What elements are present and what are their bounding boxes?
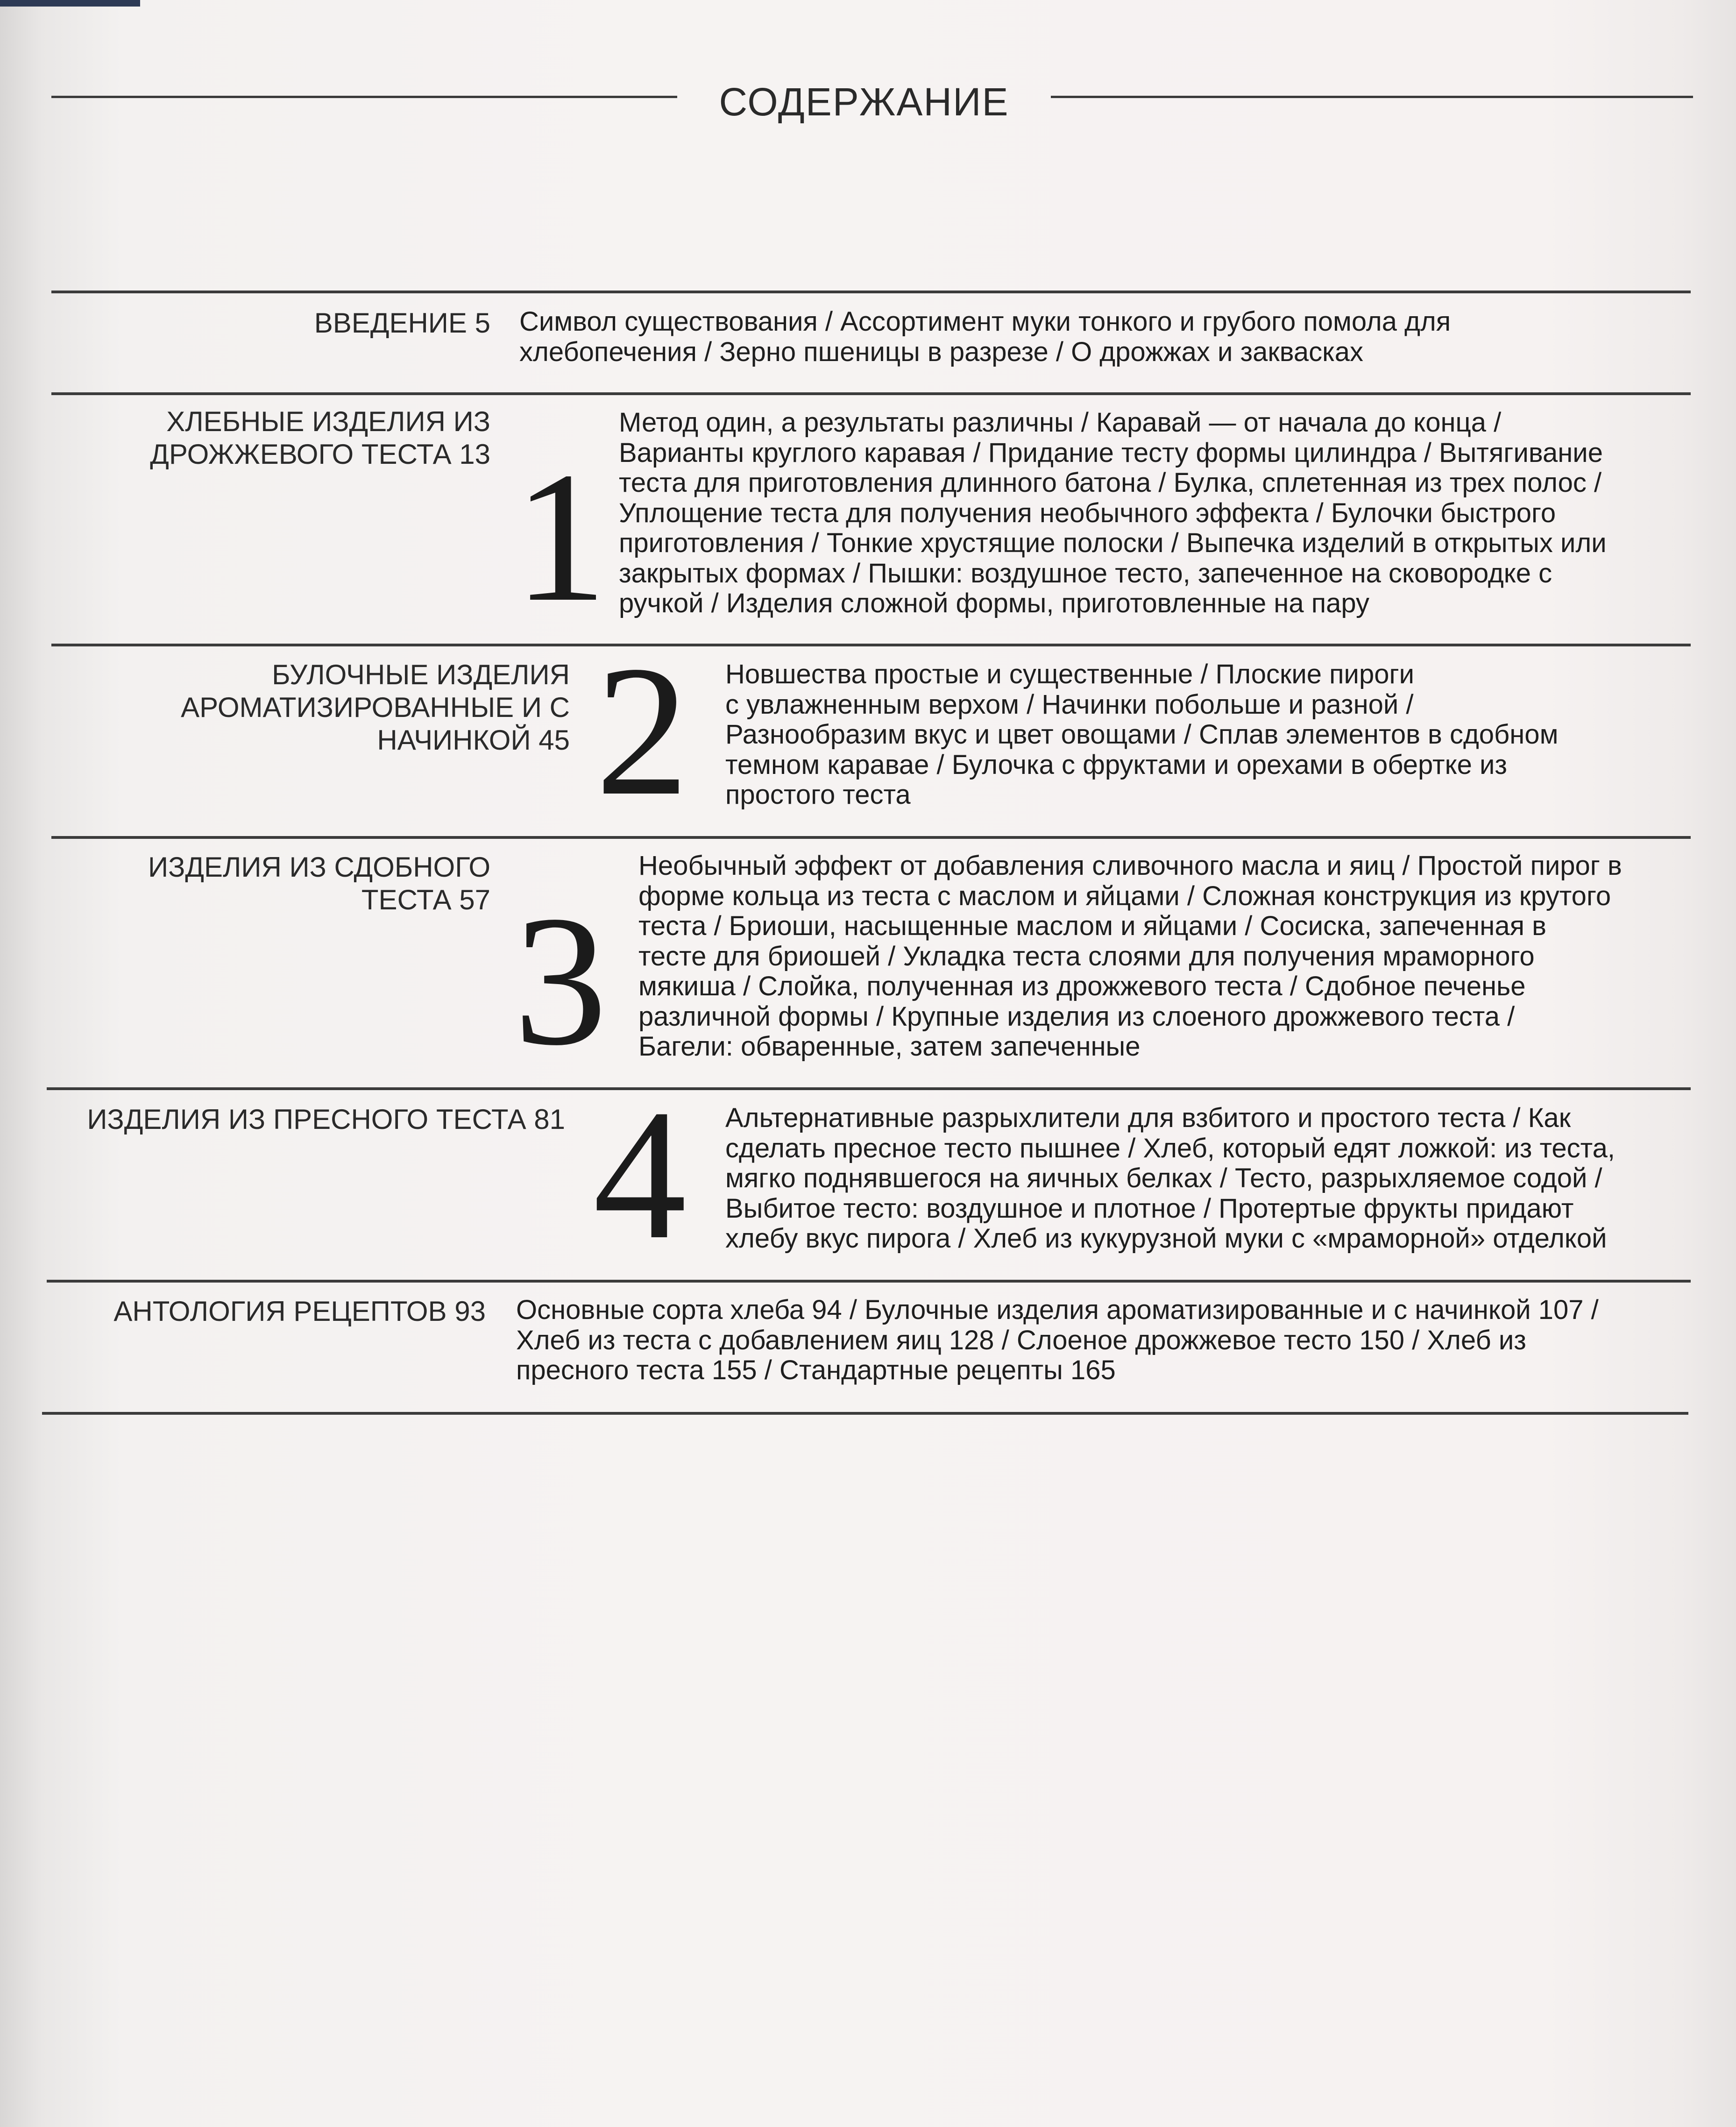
section-description-intro bbox=[519, 307, 1451, 367]
section-label-chapter-1 bbox=[70, 405, 490, 471]
description-line: пресного теста 155 / Стандартные рецепты 165 bbox=[516, 1355, 1116, 1385]
section-label-line: БУЛОЧНЫЕ ИЗДЕЛИЯ bbox=[272, 659, 570, 690]
scan-edge-mark bbox=[0, 0, 140, 7]
section-label-line: ТЕСТА 57 bbox=[361, 884, 490, 915]
section-description-chapter-1 bbox=[619, 408, 1607, 619]
divider-rule bbox=[51, 836, 1691, 839]
section-description-anthology bbox=[516, 1295, 1599, 1386]
description-line: теста для приготовления длинного батона / Булка, сплетенная из трех полос / bbox=[619, 468, 1602, 498]
description-line: мягко поднявшегося на яичных белках / Тесто, разрыхляемое содой / bbox=[725, 1163, 1602, 1193]
chapter-numeral-4: 4 bbox=[593, 1071, 687, 1278]
description-line: Багели: обваренные, затем запеченные bbox=[638, 1031, 1141, 1062]
divider-rule bbox=[42, 1412, 1688, 1415]
section-label-line: ХЛЕБНЫЕ ИЗДЕЛИЯ ИЗ bbox=[166, 406, 490, 437]
description-line: Новшества простые и существенные / Плоские пироги bbox=[725, 659, 1415, 689]
page-title: СОДЕРЖАНИЕ bbox=[719, 80, 1009, 124]
section-label-line: ВВЕДЕНИЕ 5 bbox=[314, 307, 490, 339]
description-line: приготовления / Тонкие хрустящие полоски / Выпечка изделий в открытых или bbox=[619, 528, 1607, 558]
section-description-chapter-2 bbox=[725, 659, 1558, 810]
header-rule-left bbox=[51, 96, 677, 98]
section-label-chapter-4 bbox=[47, 1103, 565, 1136]
header-rule-right bbox=[1051, 96, 1693, 98]
description-line: сделать пресное тесто пышнее / Хлеб, который едят ложкой: из теста, bbox=[725, 1133, 1615, 1163]
section-description-chapter-3 bbox=[638, 851, 1622, 1062]
section-label-line: АНТОЛОГИЯ РЕЦЕПТОВ 93 bbox=[113, 1296, 486, 1327]
description-line: Альтернативные разрыхлители для взбитого и простого теста / Как bbox=[725, 1103, 1571, 1133]
description-line: Основные сорта хлеба 94 / Булочные изделия ароматизированные и с начинкой 107 / bbox=[516, 1295, 1599, 1325]
description-line: Метод один, а результаты различны / Каравай — от начала до конца / bbox=[619, 407, 1502, 438]
description-line: Уплощение теста для получения необычного эффекта / Булочки быстрого bbox=[619, 497, 1556, 528]
section-label-chapter-2 bbox=[93, 659, 570, 757]
description-line: теста / Бриоши, насыщенные маслом и яйцами / Сосиска, запеченная в bbox=[638, 911, 1546, 941]
description-line: темном каравае / Булочка с фруктами и орехами в обертке из bbox=[725, 749, 1507, 780]
description-line: Разнообразим вкус и цвет овощами / Сплав элементов в сдобном bbox=[725, 719, 1559, 750]
section-label-line: ИЗДЕЛИЯ ИЗ СДОБНОГО bbox=[148, 851, 490, 883]
description-line: с увлажненным верхом / Начинки побольше и разной / bbox=[725, 689, 1414, 720]
divider-rule bbox=[51, 392, 1691, 395]
description-line: простого теста bbox=[725, 780, 911, 810]
description-line: форме кольца из теста с маслом и яйцами / Сложная конструкция из крутого bbox=[638, 880, 1611, 911]
description-line: Выбитое тесто: воздушное и плотное / Протертые фрукты придают bbox=[725, 1193, 1574, 1224]
description-line: различной формы / Крупные изделия из слоеного дрожжевого теста / bbox=[638, 1001, 1515, 1032]
description-line: закрытых формах / Пышки: воздушное тесто, запеченное на сковородке с bbox=[619, 558, 1552, 588]
section-label-line: ДРОЖЖЕВОГО ТЕСТА 13 bbox=[150, 439, 490, 470]
description-line: мякиша / Слойка, полученная из дрожжевого теста / Сдобное печенье bbox=[638, 971, 1526, 1001]
section-label-line: АРОМАТИЗИРОВАННЫЕ И С bbox=[181, 692, 570, 723]
section-label-anthology bbox=[70, 1295, 486, 1328]
description-line: Варианты круглого каравая / Придание тесту формы цилиндра / Вытягивание bbox=[619, 437, 1603, 468]
description-line: хлебу вкус пирога / Хлеб из кукурузной муки с «мраморной» отделкой bbox=[725, 1223, 1607, 1254]
section-label-chapter-3 bbox=[70, 851, 490, 916]
description-line: хлебопечения / Зерно пшеницы в разрезе / О дрожжах и заквасках bbox=[519, 336, 1364, 367]
chapter-numeral-1: 1 bbox=[514, 433, 607, 640]
description-line: ручкой / Изделия сложной формы, приготовленные на пару bbox=[619, 588, 1369, 618]
description-line: Символ существования / Ассортимент муки тонкого и грубого помола для bbox=[519, 306, 1451, 337]
section-label-line: НАЧИНКОЙ 45 bbox=[377, 724, 570, 756]
chapter-numeral-2: 2 bbox=[595, 627, 689, 834]
section-label-intro bbox=[140, 307, 490, 340]
section-description-chapter-4 bbox=[725, 1103, 1615, 1254]
divider-rule bbox=[47, 1087, 1691, 1090]
description-line: Хлеб из теста с добавлением яиц 128 / Слоеное дрожжевое тесто 150 / Хлеб из bbox=[516, 1325, 1526, 1355]
chapter-numeral-3: 3 bbox=[514, 877, 607, 1084]
section-label-line: ИЗДЕЛИЯ ИЗ ПРЕСНОГО ТЕСТА 81 bbox=[87, 1104, 565, 1135]
description-line: Необычный эффект от добавления сливочного масла и яиц / Простой пирог в bbox=[638, 851, 1622, 881]
divider-rule bbox=[47, 1280, 1691, 1283]
divider-rule bbox=[51, 644, 1691, 646]
description-line: тесте для бриошей / Укладка теста слоями для получения мраморного bbox=[638, 941, 1535, 971]
divider-rule bbox=[51, 291, 1691, 293]
